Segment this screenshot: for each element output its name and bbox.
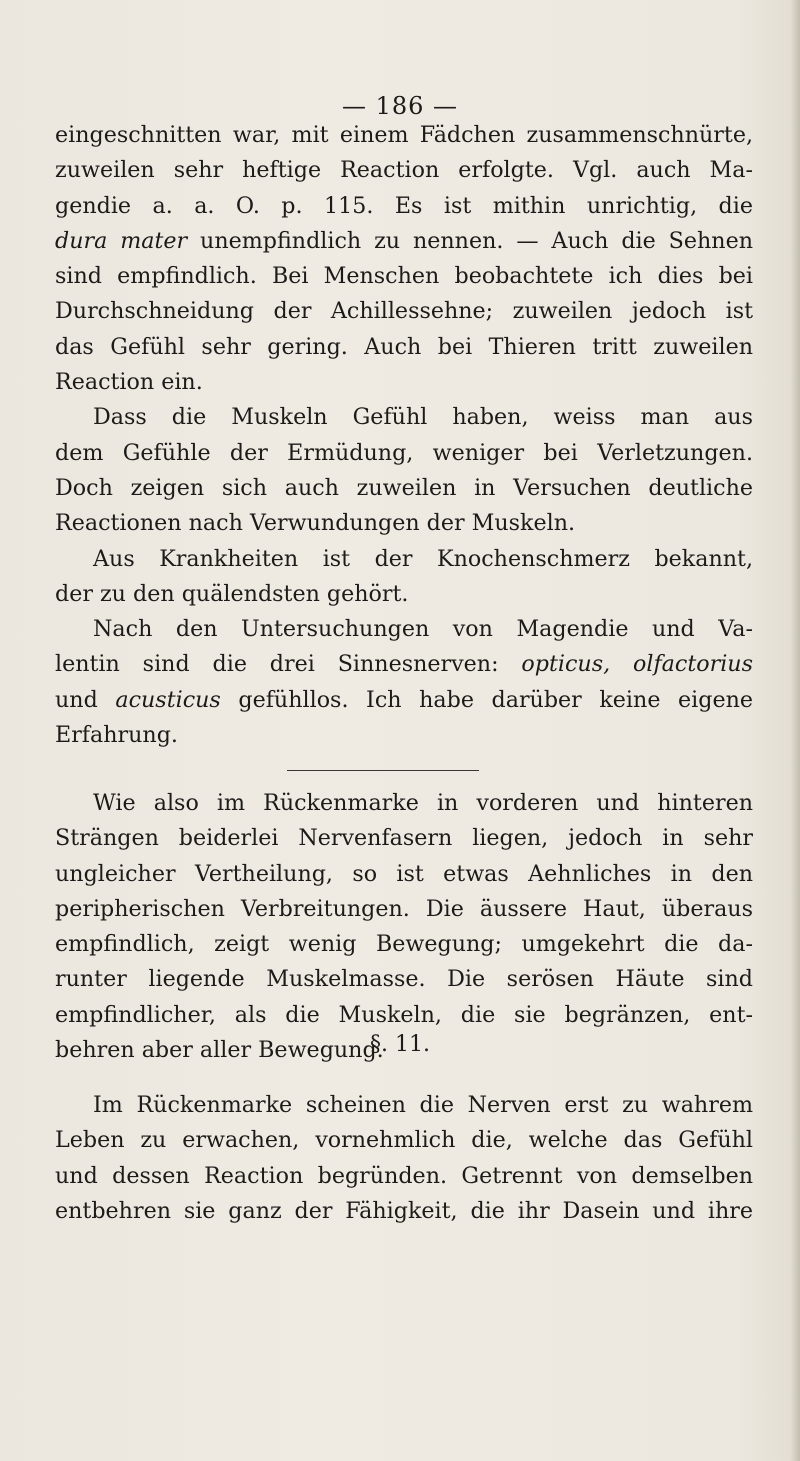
text-segment: der zu den quälendsten gehört.	[55, 580, 409, 607]
text-line	[55, 998, 753, 1033]
text-segment: lentin sind die drei Sinnesnerven:	[55, 651, 522, 678]
text-line	[55, 821, 753, 856]
text-segment: empfindlicher, als die Muskeln, die sie begränzen, ent-	[55, 1001, 753, 1028]
text-line	[55, 1123, 753, 1158]
text-segment: Im Rückenmarke scheinen die Nerven erst zu wahrem	[93, 1092, 753, 1118]
page-edge-shadow	[790, 0, 800, 1461]
text-line	[55, 718, 753, 753]
text-block-upper	[55, 118, 753, 753]
text-segment: gendie a. a. O. p. 115. Es ist mithin unrichtig, die	[55, 192, 753, 219]
text-line	[55, 1194, 753, 1229]
text-line	[55, 294, 753, 329]
text-line	[55, 118, 753, 153]
text-line	[55, 471, 753, 506]
text-segment: Erfahrung.	[55, 722, 178, 749]
text-segment: Strängen beiderlei Nervenfasern liegen, jedoch in sehr	[55, 825, 753, 852]
italic-term: opticus, olfactorius	[521, 651, 753, 678]
text-line	[55, 189, 753, 224]
text-line	[55, 224, 753, 259]
text-segment: ungleicher Vertheilung, so ist etwas Aehnliches in den	[55, 860, 753, 887]
section-heading: §. 11.	[370, 1032, 430, 1057]
text-segment: entbehren sie ganz der Fähigkeit, die ihr Dasein und ihre	[55, 1197, 753, 1224]
text-line	[55, 259, 753, 294]
text-line	[55, 436, 753, 471]
text-line	[55, 612, 753, 647]
text-segment: runter liegende Muskelmasse. Die serösen Häute sind	[55, 966, 753, 993]
italic-term: acusticus	[115, 686, 221, 713]
text-line	[55, 647, 753, 682]
text-segment: und dessen Reaction begründen. Getrennt von demselben	[55, 1162, 753, 1189]
text-line	[55, 506, 753, 541]
text-line	[55, 962, 753, 997]
text-segment: peripherischen Verbreitungen. Die äussere Haut, überaus	[55, 895, 753, 922]
text-line	[55, 857, 753, 892]
text-segment: und	[55, 686, 116, 713]
text-segment: Aus Krankheiten ist der Knochenschmerz bekannt,	[93, 545, 753, 572]
text-segment: Reactionen nach Verwundungen der Muskeln.	[55, 510, 576, 537]
text-segment: sind empfindlich. Bei Menschen beobachtete ich dies bei	[55, 263, 753, 290]
text-block-lower	[55, 1088, 753, 1229]
text-segment: Dass die Muskeln Gefühl haben, weiss man aus	[93, 404, 753, 431]
text-block-middle	[55, 786, 753, 1068]
italic-term: dura mater	[55, 227, 188, 254]
text-segment: gefühllos. Ich habe darüber keine eigene	[220, 686, 753, 713]
text-segment: das Gefühl sehr gering. Auch bei Thieren tritt zuweilen	[55, 333, 753, 360]
text-segment: Wie also im Rückenmarke in vorderen und hinteren	[93, 790, 753, 816]
text-line	[55, 365, 753, 400]
text-segment: Nach den Untersuchungen von Magendie und Va-	[93, 616, 753, 643]
page-number: — 186 —	[341, 92, 459, 120]
text-segment: Reaction ein.	[55, 369, 203, 396]
text-line	[55, 927, 753, 962]
text-line	[55, 683, 753, 718]
text-line	[55, 892, 753, 927]
text-segment: eingeschnitten war, mit einem Fädchen zusammenschnürte,	[55, 122, 753, 148]
text-segment: zuweilen sehr heftige Reaction erfolgte. Vgl. auch Ma-	[55, 157, 753, 184]
text-line	[55, 577, 753, 612]
text-line	[55, 1088, 753, 1123]
text-line	[55, 400, 753, 435]
text-line	[55, 330, 753, 365]
text-segment: empfindlich, zeigt wenig Bewegung; umgekehrt die da-	[55, 931, 753, 958]
separator-rule	[287, 770, 479, 771]
text-segment: unempfindlich zu nennen. — Auch die Sehnen	[187, 227, 753, 254]
text-line	[55, 153, 753, 188]
text-line	[55, 542, 753, 577]
text-segment: Durchschneidung der Achillessehne; zuweilen jedoch ist	[55, 298, 753, 325]
text-segment: dem Gefühle der Ermüdung, weniger bei Verletzungen.	[55, 439, 753, 466]
text-line	[55, 1159, 753, 1194]
text-segment: Leben zu erwachen, vornehmlich die, welche das Gefühl	[55, 1127, 753, 1154]
text-segment: Doch zeigen sich auch zuweilen in Versuchen deutliche	[55, 474, 753, 501]
text-segment: behren aber aller Bewegung.	[55, 1037, 384, 1064]
text-line	[55, 786, 753, 821]
